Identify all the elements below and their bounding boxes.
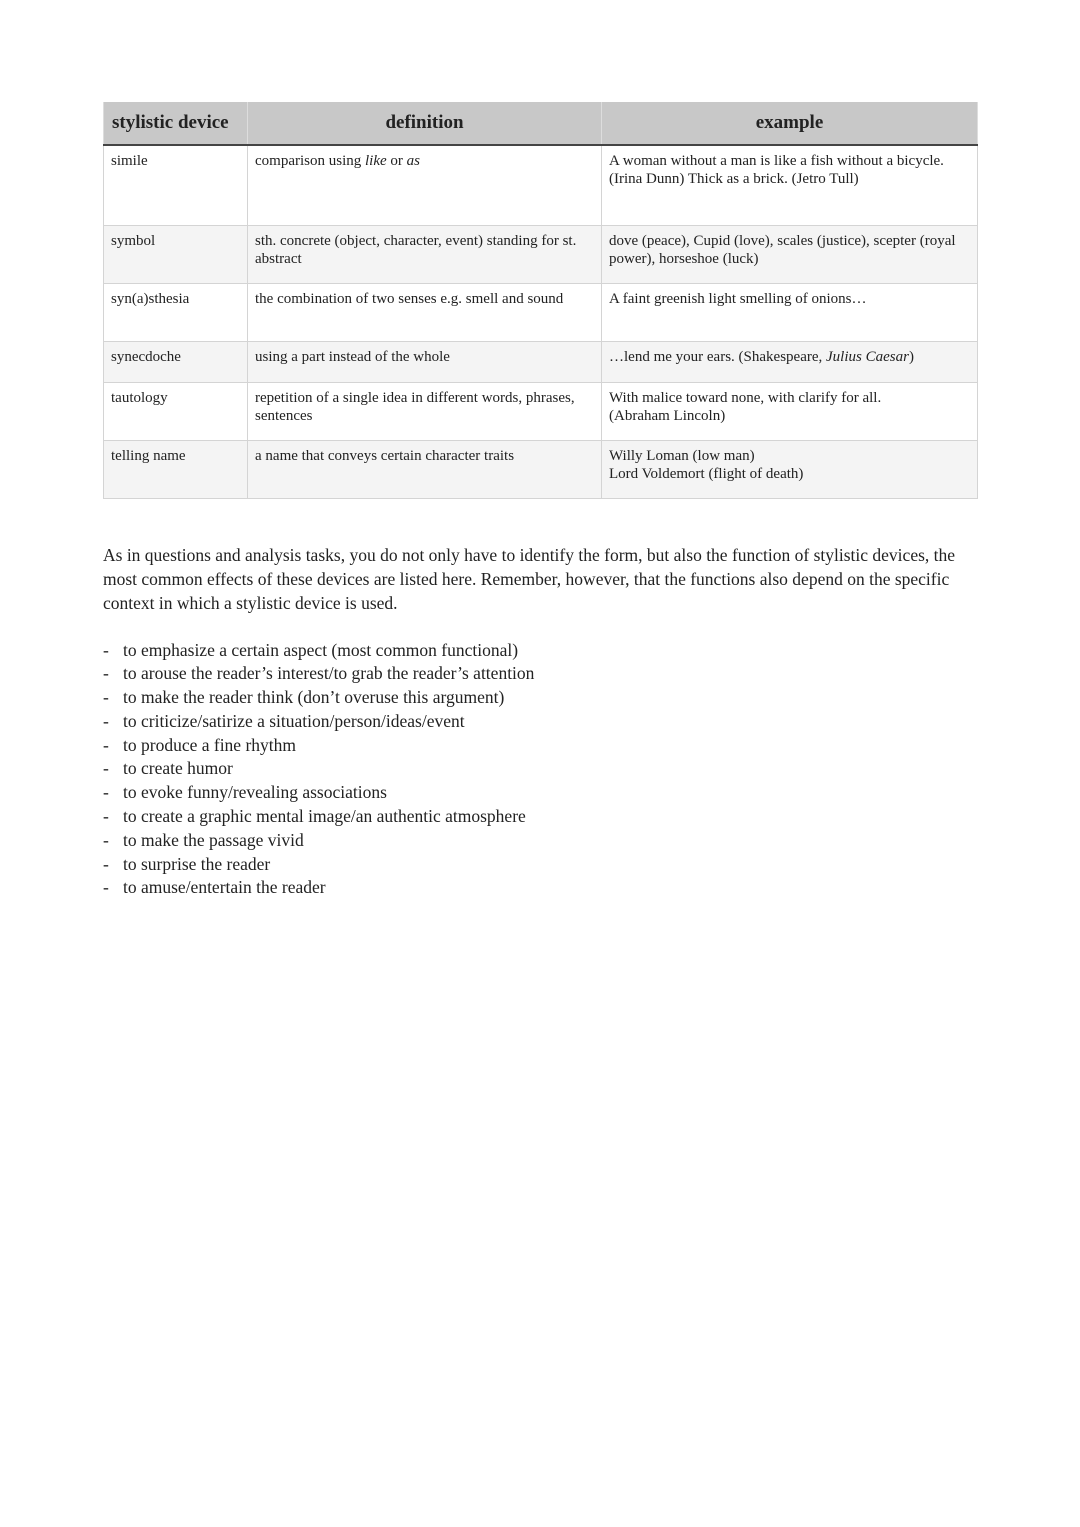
- definition-cell: a name that conveys certain character traits: [248, 440, 602, 498]
- example-cell: …lend me your ears. (Shakespeare, Julius Caesar): [602, 341, 978, 382]
- list-item: - to emphasize a certain aspect (most common functional): [103, 639, 977, 663]
- list-item: - to create a graphic mental image/an authentic atmosphere: [103, 805, 977, 829]
- example-cell: Willy Loman (low man) Lord Voldemort (flight of death): [602, 440, 978, 498]
- example-cell: With malice toward none, with clarify for all. (Abraham Lincoln): [602, 382, 978, 440]
- table-header-row: [104, 102, 978, 145]
- example-cell: A faint greenish light smelling of onions…: [602, 283, 978, 341]
- definition-cell: the combination of two senses e.g. smell and sound: [248, 283, 602, 341]
- header-definition: definition: [248, 102, 602, 145]
- list-item: - to create humor: [103, 757, 977, 781]
- table-row: [104, 440, 978, 498]
- list-item: - to amuse/entertain the reader: [103, 876, 977, 900]
- example-cell: A woman without a man is like a fish without a bicycle. (Irina Dunn) Thick as a brick. (Jetro Tull): [602, 145, 978, 225]
- list-item: - to make the reader think (don’t overuse this argument): [103, 686, 977, 710]
- list-item: - to make the passage vivid: [103, 829, 977, 853]
- effects-list: [103, 639, 977, 901]
- stylistic-devices-table: [103, 102, 978, 499]
- list-item: - to criticize/satirize a situation/person/ideas/event: [103, 710, 977, 734]
- list-item: - to surprise the reader: [103, 853, 977, 877]
- list-item: - to evoke funny/revealing associations: [103, 781, 977, 805]
- table-row: [104, 225, 978, 283]
- table-row: [104, 341, 978, 382]
- example-cell: dove (peace), Cupid (love), scales (justice), scepter (royal power), horseshoe (luck): [602, 225, 978, 283]
- definition-cell: comparison using like or as: [248, 145, 602, 225]
- definition-cell: repetition of a single idea in different words, phrases, sentences: [248, 382, 602, 440]
- table-row: [104, 145, 978, 225]
- table-row: [104, 283, 978, 341]
- table-row: [104, 382, 978, 440]
- list-item: - to produce a fine rhythm: [103, 734, 977, 758]
- device-cell: synecdoche: [104, 341, 248, 382]
- device-cell: telling name: [104, 440, 248, 498]
- device-cell: tautology: [104, 382, 248, 440]
- device-cell: syn(a)sthesia: [104, 283, 248, 341]
- header-example: example: [602, 102, 978, 145]
- functions-paragraph: As in questions and analysis tasks, you do not only have to identify the form, but also the function of stylistic devices, the most common effects of these devices are listed here. Remember, however, that the functions also depend on the specific context in which a stylistic device is used.: [103, 544, 956, 613]
- definition-cell: using a part instead of the whole: [248, 341, 602, 382]
- list-item: - to arouse the reader’s interest/to grab the reader’s attention: [103, 662, 977, 686]
- device-cell: simile: [104, 145, 248, 225]
- device-cell: symbol: [104, 225, 248, 283]
- definition-cell: sth. concrete (object, character, event) standing for st. abstract: [248, 225, 602, 283]
- header-stylistic-device: stylistic device: [104, 102, 248, 145]
- document-page: [103, 102, 977, 900]
